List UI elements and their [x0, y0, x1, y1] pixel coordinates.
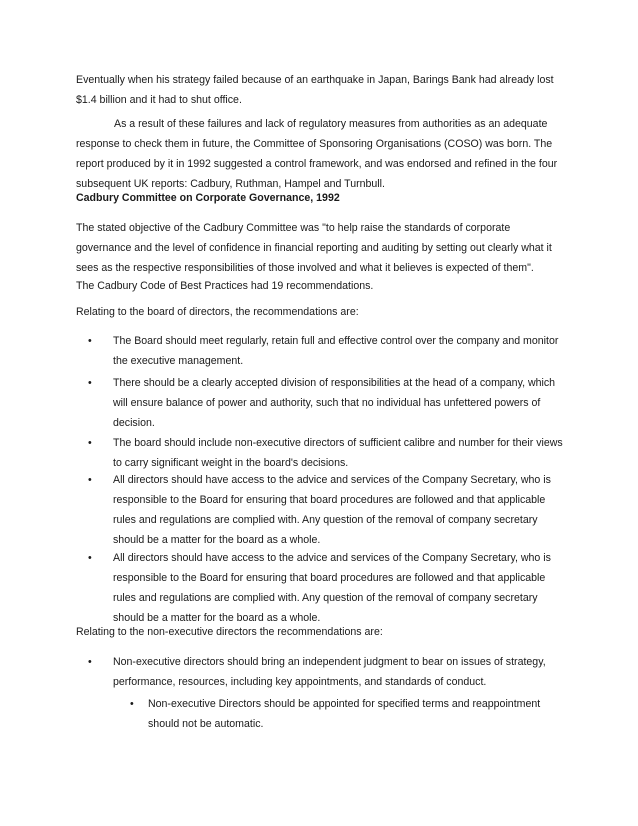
- bullet-icon: •: [88, 335, 92, 347]
- paragraph-objective: The stated objective of the Cadbury Committee was "to help raise the standards of corporate governance and the level of confidence in financial reporting and auditing by setting out clearly what it sees as the respective responsibilities of those involved and what it believes is expected of them".: [76, 222, 552, 274]
- bullet-icon: •: [88, 437, 92, 449]
- paragraph-nonexec-intro: Relating to the non-executive directors the recommendations are:: [76, 626, 383, 638]
- list-item-text: Non-executive Directors should be appointed for specified terms and reappointment should not be automatic.: [148, 698, 541, 730]
- paragraph-board-intro: Relating to the board of directors, the recommendations are:: [76, 306, 359, 318]
- list-item-text: All directors should have access to the advice and services of the Company Secretary, who is responsible to the Board for ensuring that board procedures are followed and that applicable rules and regulations are complied with. Any question of the removal of company secretary should be a matter for the board as a whole.: [113, 552, 551, 624]
- paragraph-barings: Eventually when his strategy failed because of an earthquake in Japan, Barings Bank had already lost $1.4 billion and it had to shut office.: [76, 74, 554, 106]
- bullet-icon: •: [88, 656, 92, 668]
- list-item-text: All directors should have access to the advice and services of the Company Secretary, who is responsible to the Board for ensuring that board procedures are followed and that applicable rules and regulations are complied with. Any question of the removal of company secretary should be a matter for the board as a whole.: [113, 474, 551, 546]
- section-heading: Cadbury Committee on Corporate Governance, 1992: [76, 192, 340, 204]
- paragraph-coso: As a result of these failures and lack of regulatory measures from authorities as an adequate response to check them in future, the Committee of Sponsoring Organisations (COSO) was born. The report produced by it in 1992 suggested a control framework, and was endorsed and refined in the four subsequent UK reports: Cadbury, Ruthman, Hampel and Turnbull.: [76, 118, 558, 190]
- paragraph-code-note: The Cadbury Code of Best Practices had 19 recommendations.: [76, 280, 374, 292]
- list-item-text: There should be a clearly accepted division of responsibilities at the head of a company, which will ensure balance of power and authority, such that no individual has unfettered powers of decision.: [113, 377, 556, 429]
- bullet-icon: •: [130, 698, 134, 710]
- list-item-text: The Board should meet regularly, retain full and effective control over the company and monitor the executive management.: [113, 335, 559, 367]
- bullet-icon: •: [88, 474, 92, 486]
- list-item-text: The board should include non-executive directors of sufficient calibre and number for their views to carry significant weight in the board's decisions.: [113, 437, 563, 469]
- list-item-text: Non-executive directors should bring an independent judgment to bear on issues of strategy, performance, resources, including key appointments, and standards of conduct.: [113, 656, 546, 688]
- bullet-icon: •: [88, 552, 92, 564]
- bullet-icon: •: [88, 377, 92, 389]
